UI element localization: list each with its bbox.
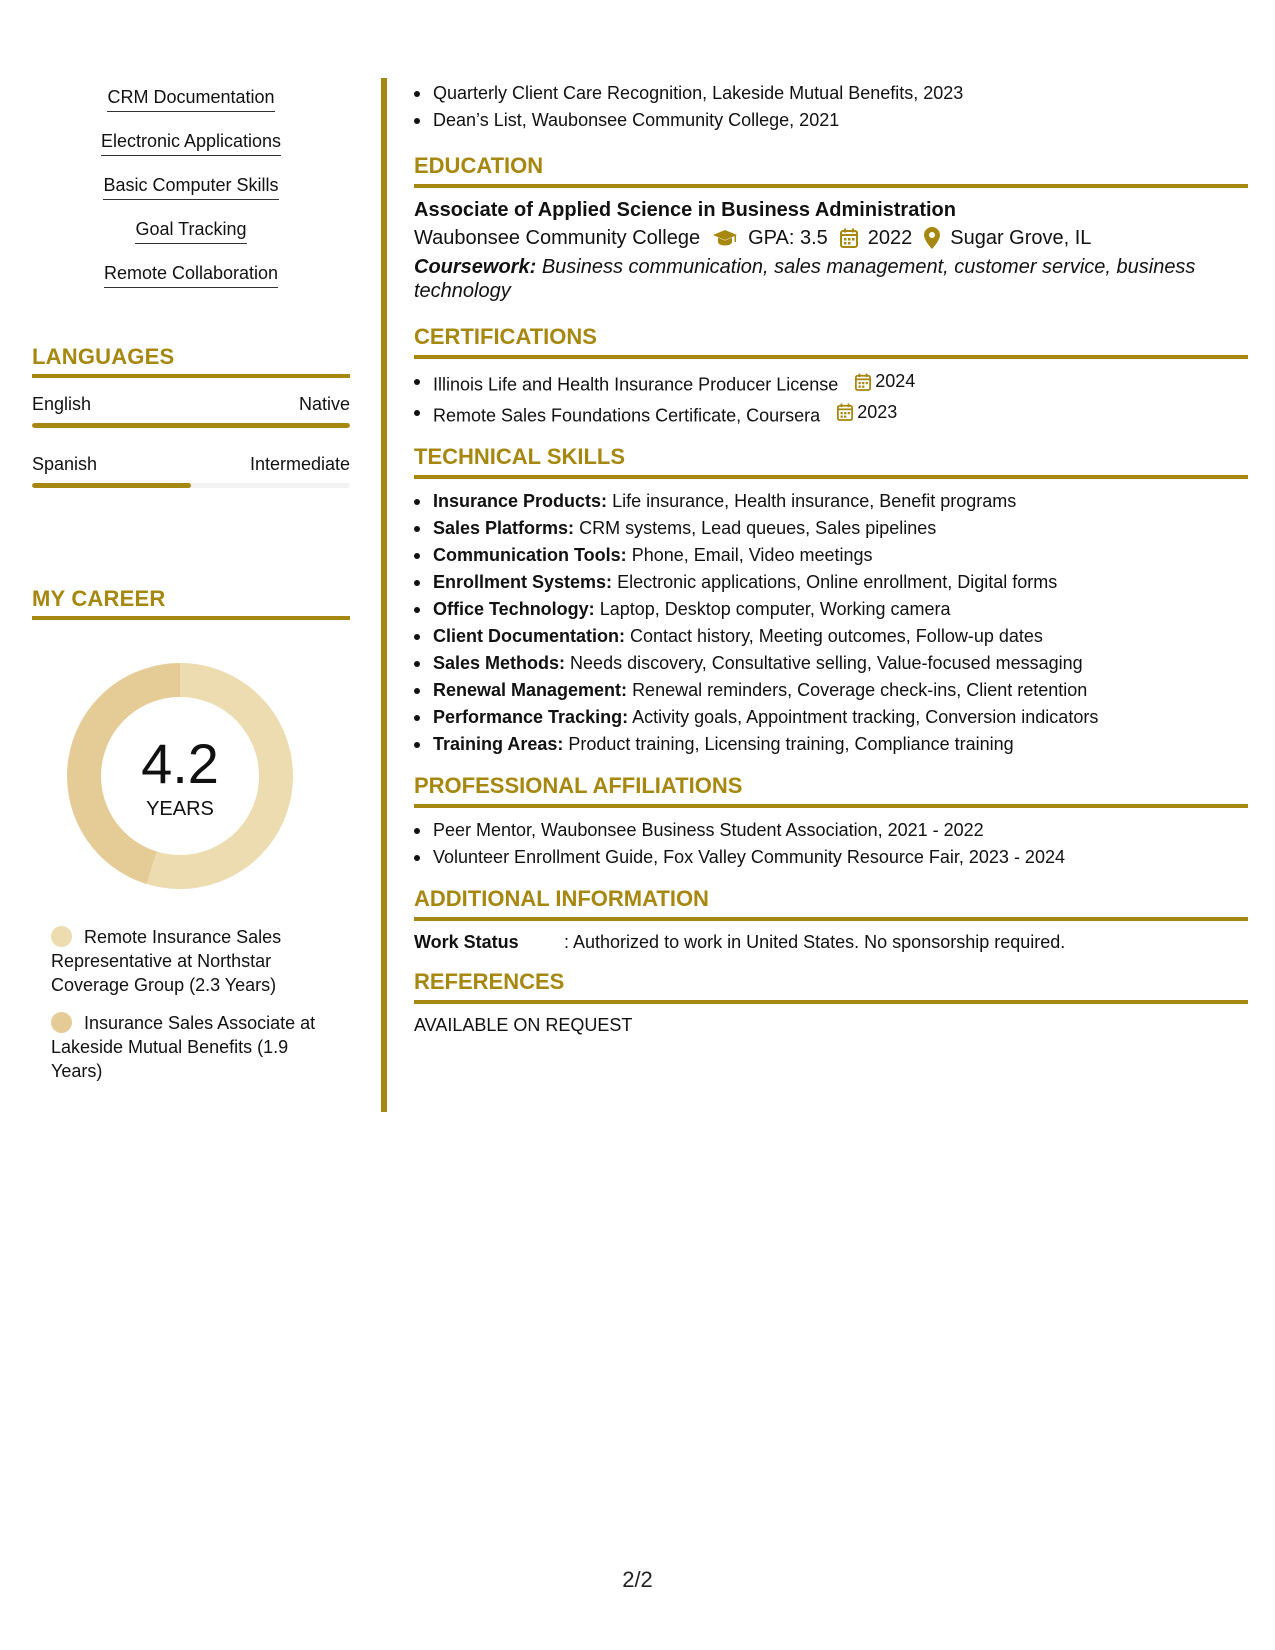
technical-skills-heading: TECHNICAL SKILLS [414, 443, 1248, 479]
calendar-icon [837, 403, 853, 421]
languages-section [32, 344, 350, 488]
skill-tag: Goal Tracking [135, 218, 246, 244]
technical-skill-item [414, 542, 1248, 569]
skill-values: Contact history, Meeting outcomes, Follow-up dates [630, 626, 1043, 646]
work-status-label: Work Status [414, 932, 519, 952]
technical-skill-item [414, 569, 1248, 596]
affiliations-heading: PROFESSIONAL AFFILIATIONS [414, 772, 1248, 808]
calendar-icon [855, 373, 871, 391]
degree-title: Associate of Applied Science in Business Administration [414, 199, 956, 221]
school-name: Waubonsee Community College [414, 227, 701, 249]
skill-tag: Electronic Applications [101, 130, 281, 156]
technical-skill-item [414, 731, 1248, 758]
language-name: English [32, 394, 92, 414]
language-proficiency-fill [32, 423, 350, 428]
skill-category: Communication Tools: [433, 545, 627, 565]
skill-category: Renewal Management: [433, 680, 628, 700]
references-text: AVAILABLE ON REQUEST [414, 1015, 633, 1035]
language-name: Spanish [32, 454, 98, 474]
skill-tag: Remote Collaboration [104, 262, 278, 288]
technical-skills-section [414, 443, 1248, 758]
coursework [414, 255, 1248, 303]
language-proficiency-fill [32, 483, 191, 488]
language-proficiency-bar [32, 423, 350, 428]
certifications-list [414, 368, 1248, 429]
references-section [414, 968, 1248, 1037]
education-section [414, 152, 1248, 303]
education-year: 2022 [867, 227, 913, 249]
page-number: 2/2 [622, 1567, 653, 1592]
technical-skill-item [414, 623, 1248, 650]
award-item: Quarterly Client Care Recognition, Lakeside Mutual Benefits, 2023 [414, 80, 1248, 107]
technical-skill-item [414, 596, 1248, 623]
award-item: Dean’s List, Waubonsee Community College, 2021 [414, 107, 1248, 134]
skill-category: Training Areas: [433, 734, 564, 754]
career-heading: MY CAREER [32, 586, 350, 620]
languages-heading: LANGUAGES [32, 344, 350, 378]
skill-category: Office Technology: [433, 599, 595, 619]
graduation-cap-icon [712, 229, 738, 247]
awards-list [414, 80, 1248, 134]
legend-dot-icon [51, 1012, 72, 1033]
technical-skill-item [414, 704, 1248, 731]
career-role-label: Insurance Sales Associate at Lakeside Mutual Benefits (1.9 Years) [51, 1013, 316, 1081]
main-content [414, 80, 1248, 1037]
certification-name: Illinois Life and Health Insurance Producer License [433, 374, 839, 395]
career-donut-chart [67, 663, 293, 889]
career-total-unit: YEARS [146, 798, 214, 820]
skill-category: Sales Methods: [433, 653, 566, 673]
skill-values: Laptop, Desktop computer, Working camera [599, 599, 951, 619]
skill-category: Insurance Products: [433, 491, 608, 511]
skill-tag-list [32, 86, 350, 306]
language-level: Intermediate [249, 454, 350, 474]
career-legend-item [51, 925, 341, 997]
skill-values: Activity goals, Appointment tracking, Conversion indicators [632, 707, 1099, 727]
career-role-label: Remote Insurance Sales Representative at Northstar Coverage Group (2.3 Years) [51, 927, 282, 995]
coursework-text: Business communication, sales management, customer service, business technology [414, 256, 1196, 302]
education-meta [414, 223, 1248, 253]
skill-values: Renewal reminders, Coverage check-ins, Client retention [632, 680, 1088, 700]
skill-values: Phone, Email, Video meetings [631, 545, 873, 565]
coursework-label: Coursework: [414, 256, 537, 278]
references-heading: REFERENCES [414, 968, 1248, 1004]
skill-category: Sales Platforms: [433, 518, 575, 538]
certifications-heading: CERTIFICATIONS [414, 323, 1248, 359]
education-heading: EDUCATION [414, 152, 1248, 188]
additional-info-section [414, 885, 1248, 954]
affiliation-item: Peer Mentor, Waubonsee Business Student Association, 2021 - 2022 [414, 817, 1248, 844]
certification-item [414, 368, 1248, 399]
language-item [32, 453, 350, 488]
additional-info-heading: ADDITIONAL INFORMATION [414, 885, 1248, 921]
career-legend-item [51, 1011, 341, 1083]
skill-category: Client Documentation: [433, 626, 625, 646]
career-legend [51, 925, 341, 1083]
skill-values: Electronic applications, Online enrollment, Digital forms [617, 572, 1058, 592]
career-section [32, 586, 350, 1097]
skill-values: Needs discovery, Consultative selling, Value-focused messaging [570, 653, 1083, 673]
technical-skill-item [414, 488, 1248, 515]
technical-skills-list [414, 488, 1248, 758]
technical-skill-item [414, 677, 1248, 704]
skill-values: CRM systems, Lead queues, Sales pipelines [579, 518, 937, 538]
education-gpa: GPA: 3.5 [748, 227, 828, 249]
column-divider [381, 78, 387, 1112]
language-item [32, 393, 350, 428]
affiliations-section [414, 772, 1248, 871]
skill-category: Enrollment Systems: [433, 572, 613, 592]
certifications-section [414, 323, 1248, 429]
language-level: Native [298, 394, 350, 414]
legend-dot-icon [51, 926, 72, 947]
technical-skill-item [414, 515, 1248, 542]
location-pin-icon [924, 227, 940, 249]
work-status-value: : Authorized to work in United States. No sponsorship required. [564, 932, 1066, 952]
certification-name: Remote Sales Foundations Certificate, Coursera [433, 405, 821, 425]
technical-skill-item [414, 650, 1248, 677]
certification-year: 2024 [875, 371, 916, 391]
education-location: Sugar Grove, IL [950, 227, 1092, 249]
skill-values: Life insurance, Health insurance, Benefit programs [612, 491, 1017, 511]
career-total-years: 4.2 [141, 732, 219, 795]
language-proficiency-bar [32, 483, 350, 488]
certification-year: 2023 [857, 401, 898, 422]
skill-category: Performance Tracking: [433, 707, 629, 727]
certification-item [414, 399, 1248, 430]
work-status-row [414, 930, 1248, 954]
affiliations-list [414, 817, 1248, 871]
sidebar [32, 86, 350, 1081]
skill-tag: Basic Computer Skills [103, 174, 278, 200]
calendar-icon [840, 228, 858, 248]
skill-values: Product training, Licensing training, Compliance training [568, 734, 1014, 754]
skill-tag: CRM Documentation [107, 86, 274, 112]
affiliation-item: Volunteer Enrollment Guide, Fox Valley Community Resource Fair, 2023 - 2024 [414, 844, 1248, 871]
